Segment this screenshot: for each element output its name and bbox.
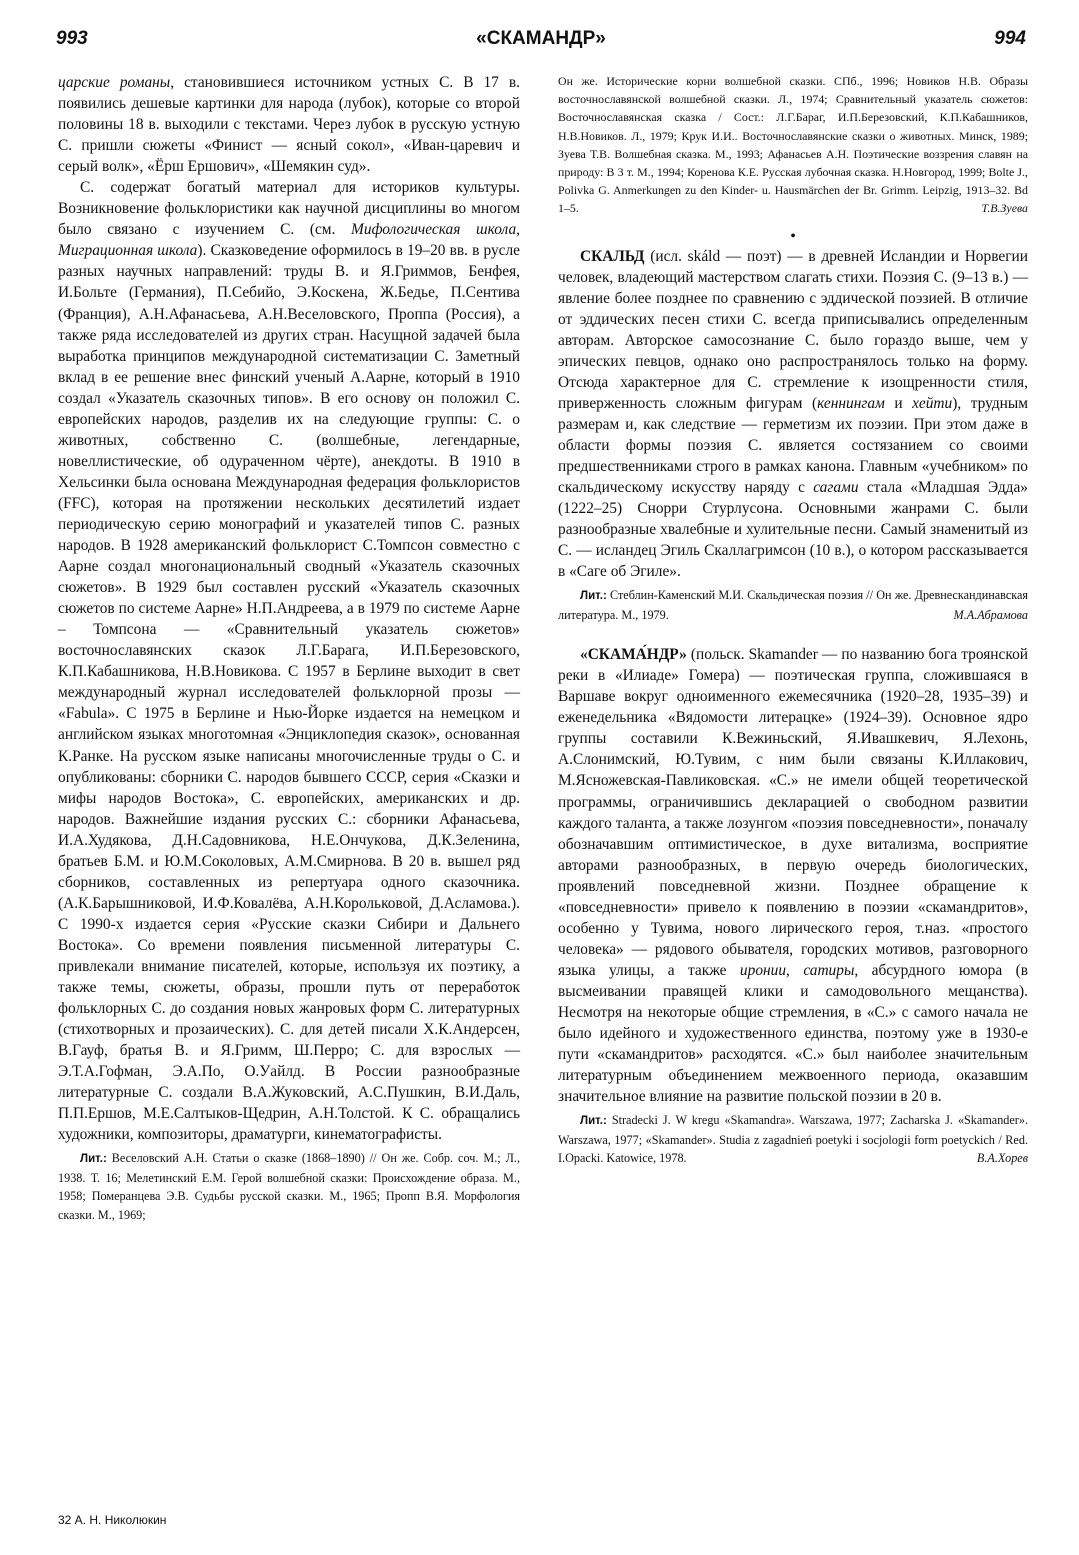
bibliography-continued (558, 72, 1028, 218)
bibliography-skald (558, 586, 1028, 624)
signature-footer: 32 А. Н. Николюкин (58, 1513, 167, 1527)
cross-reference: сатиры (803, 961, 855, 979)
cross-reference: хейти (912, 394, 953, 412)
lit-label: Лит.: (580, 590, 607, 603)
lit-text: Stradecki J. W kregu «Skamandra». Warszawa, 1977; Zacharska J. «Skamander». Warszawa, 1977; «Skamander». Studia z zagadnień poetyki i socjologii form poetyckich / Red. I.Opacki. Katowice, 1978. (558, 1113, 1029, 1166)
author-signature: М.А.Абрамова (953, 607, 1028, 622)
paragraph-text: (исл. skáld — поэт) — в древней Исландии и Норвегии человек, владеющий мастерством слагать стихи. Поэзия С. (9–13 в.) — явление более позднее по сравнению с эддической поэзией. В отличие от эддических песен стихи С. всегда приписывались определенным авторам. Авторское самосознание С. было гораздо выше, чем у эпических певцов, однако оно распространялось только на форму. Отсюда характерное для С. стремление к изощренности стиля, приверженность сложным фигурам ( (558, 247, 1028, 412)
paragraph-2 (58, 177, 520, 1145)
cross-reference: кеннингам (817, 394, 885, 412)
paragraph-text: , абсурдного юмора (в высмеивании правящей клики и самодовольного мещанства). Несмотря на некоторые общие стремления, в «С.» с самого начала не было идейного и художественного единства, поэтому уже в 1930-е пути «скамандритов» расходятся. «С.» был наиболее значительным литературным объединением межвоенного периода, оказавшим значительное влияние на развитие польской поэзии в 20 в. (558, 961, 1028, 1106)
running-title: «СКАМАНДР» (476, 28, 606, 49)
term-emphasis: царские романы (58, 74, 171, 91)
lit-label: Лит.: (80, 1153, 107, 1166)
entry-skamander (558, 644, 1028, 1107)
cross-reference: иронии (739, 961, 787, 979)
lit-text: Веселовский А.Н. Статьи о сказке (1868–1890) // Он же. Собр. соч. М.; Л., 1938. Т. 16; Мелетинский Е.М. Герой волшебной сказки: Происхождение образа. М., 1958; Померанцева Э.В. Судьбы русской сказки. М., 1965; Пропп В.Я. Морфология сказки. М., 1969; (58, 1151, 520, 1222)
page-header (56, 28, 1026, 62)
paragraph-text: стала «Младшая Эдда» (1222–25) Снорри Стурлусона. Основными жанрами С. были разнообразные хвалебные и хулительные песни. Самый знаменитый из С. — исландец Эгиль Скаллагримсон (10 в.), о котором рассказывается в «Саге об Эгиле». (558, 479, 1029, 581)
separator-dot: • (790, 227, 796, 245)
paragraph-text: , (786, 961, 804, 979)
cross-reference: Мифологическая школа, Миграционная школа (58, 221, 520, 260)
paragraph-1 (58, 72, 520, 177)
paragraph-text: ), трудным размерам и, как следствие — герметизм их поэзии. При этом даже в области формы поэзия С. является состязанием со своими предшественниками строго в рамках канона. Главным «учебником» по скальдическому искусству наряду с (558, 394, 1028, 497)
paragraph-text: С. содержат богатый материал для историков культуры. Возникновение фольклористики как научной дисциплины во многом было связано с изучением С. (см. (58, 179, 520, 239)
lit-text: Он же. Исторические корни волшебной сказки. СПб., 1996; Новиков Н.В. Образы восточнославянской волшебной сказки. Л., 1974; Сравнительный указатель сюжетов: Восточнославянская сказка / Сост.: Л.Г.Бараг, И.П.Березовский, К.П.Кабашников, Н.В.Новиков. Л., 1979; Крук И.И.. Восточнославянские сказки о животных. Минск, 1989; Зуева Т.В. Волшебная сказка. М., 1993; Афанасьев А.Н. Поэтические воззрения славян на природу: В 3 т. М., 1994; Коренова К.Е. Русская лубочная сказка. Н.Новгород, 1999; Bolte J., Polivka G. Anmerkungen zu den Kinder- u. Hausmärchen der Br. Grimm. Leipzig, 1913–32. Bd 1–5. (558, 74, 1028, 216)
lit-label: Лит.: (580, 1115, 607, 1128)
lit-text: Стеблин-Каменский М.И. Скальдическая поэзия // Он же. Древнескандинавская литература. М., 1979. (558, 588, 1029, 622)
paragraph-text: , становившиеся источником устных С. В 17 в. появились дешевые картинки для народа (лубок), которые со второй половины 18 в. выходили с текстами. Через лубок в русскую устную С. пришли сюжеты «Финист — ясный сокол», «Иван-царевич и серый волк», «Ёрш Ершович», «Шемякин суд». (58, 74, 520, 176)
cross-reference: сагами (813, 479, 859, 497)
page-number-left: 993 (56, 28, 88, 49)
left-column (58, 72, 520, 1224)
bibliography-skamander (558, 1111, 1028, 1167)
author-signature: В.А.Хорев (976, 1151, 1028, 1166)
paragraph-text: (польск. Skamander — по названию бога троянской реки в «Илиаде» Гомера) — поэтическая группа, сложившаяся в Варшаве вокруг одноименного ежемесячника (1920–28, 1935–39) и еженедельника «Вядомости литерацке» (1924–39). Основное ядро группы составили К.Вежиньский, Я.Ивашкевич, Я.Лехонь, А.Слонимский, Ю.Тувим, с ним были связаны К.Иллакович, М.Ясножевская-Павликовская. «С.» не имели общей теоретической программы, ограничившись декларацией о свободном развитии каждого таланта, а также лозунгом «поэзия повседневности», поначалу обозначавшим оптимистическое, в духе витализма, восприятие авторами разнообразных, в первую очередь биологических, проявлений повседневной жизни. Позднее обращение к «повседневности» привело к появлению в поэзии «скамандритов», особенно у Тувима, нового лирического героя, т.наз. «простого человека» — рядового обывателя, городских мотивов, разговорного языка улицы, а также (558, 646, 1028, 979)
paragraph-text: и (884, 394, 913, 412)
page-number-right: 994 (994, 28, 1026, 49)
entry-skald (558, 246, 1028, 583)
author-signature: Т.В.Зуева (981, 201, 1028, 216)
entry-headword: СКАЛЬД (580, 247, 645, 265)
right-column (558, 72, 1028, 1167)
bibliography-skazka (58, 1149, 520, 1224)
entry-headword: «СКАМА́НДР» (580, 646, 687, 664)
paragraph-text: ). Сказковедение оформилось в 19–20 вв. в русле разных научных направлений: труды В. и Я.Гриммов, Бенфея, И.Больте (Германия), П.Себийо, Э.Коскена, Ж.Бедье, П.Сентива (Франция), А.Н.Афанасьева, А.Н.Веселовского, Проппа (Россия), а также ряда исследователей из других стран. Насущной задачей была выработка принципов международной систематизации С. Заметный вклад в ее решение внес финский ученый А.Аарне, который в 1910 создал «Указатель сказочных типов». В его основу он положил С. европейских народов, разделив их на следующие группы: С. о животных, собственно С. (волшебные, легендарные, новеллистические, об одураченном чёрте), анекдоты. В 1910 в Хельсинки была основана Международная федерация фольклористов (FFC), которая на протяжении нескольких десятилетий издает периодическую серию монографий и указателей типов С. разных народов. В 1928 американский фольклорист С.Томпсон совместно с Аарне создал многонациональный сводный «Указатель сказочных сюжетов». В 1929 был составлен русский «Указатель сказочных сюжетов по системе Аарне» Н.П.Андреева, а в 1979 по системе Аарне – Томпсона — «Сравнительный указатель сюжетов» восточнославянских сказок Л.Г.Барага, И.П.Березовского, К.П.Кабашникова, Н.В.Новикова. С 1957 в Берлине выходит в свет международный журнал исследователей фольклорной прозы — «Fabula». С 1975 в Берлине и Нью-Йорке издается на немецком и английском языках многотомная «Энциклопедия сказок», основанная К.Ранке. На русском языке написаны многочисленные труды о С. и опубликованы: сборники С. народов бывшего СССР, серия «Сказки и мифы народов Востока», С. европейских, американских и др. народов. Важнейшие издания русских С.: сборники Афанасьева, И.А.Худякова, Д.Н.Садовникова, Н.Е.Ончукова, Д.К.Зеленина, братьев Б.М. и Ю.М.Соколовых, А.М.Смирнова. В 20 в. вышел ряд сборников, составленных из репертуара одного сказочника. (А.К.Барышниковой, И.Ф.Ковалёва, А.Н.Корольковой, Д.Асламова.). С 1990-х издается серия «Русские сказки Сибири и Дальнего Востока». Со времени появления письменной литературы С. привлекали внимание писателей, которые, используя их поэтику, а также темы, сюжеты, образы, прошли путь от переработок фольклорных С. до создания новых жанровых форм С. литературных (стихотворных и прозаических). С. для детей писали Х.К.Андерсен, В.Гауф, братья В. и Я.Гримм, Ш.Перро; С. для взрослых — Э.Т.А.Гофман, Э.А.По, О.Уайлд. В России разнообразные литературные С. создали В.А.Жуковский, А.С.Пушкин, В.И.Даль, П.П.Ершов, М.Е.Салтыков-Щедрин, А.Н.Толстой. К С. обращались художники, композиторы, драматурги, кинематографисты. (58, 242, 520, 1144)
